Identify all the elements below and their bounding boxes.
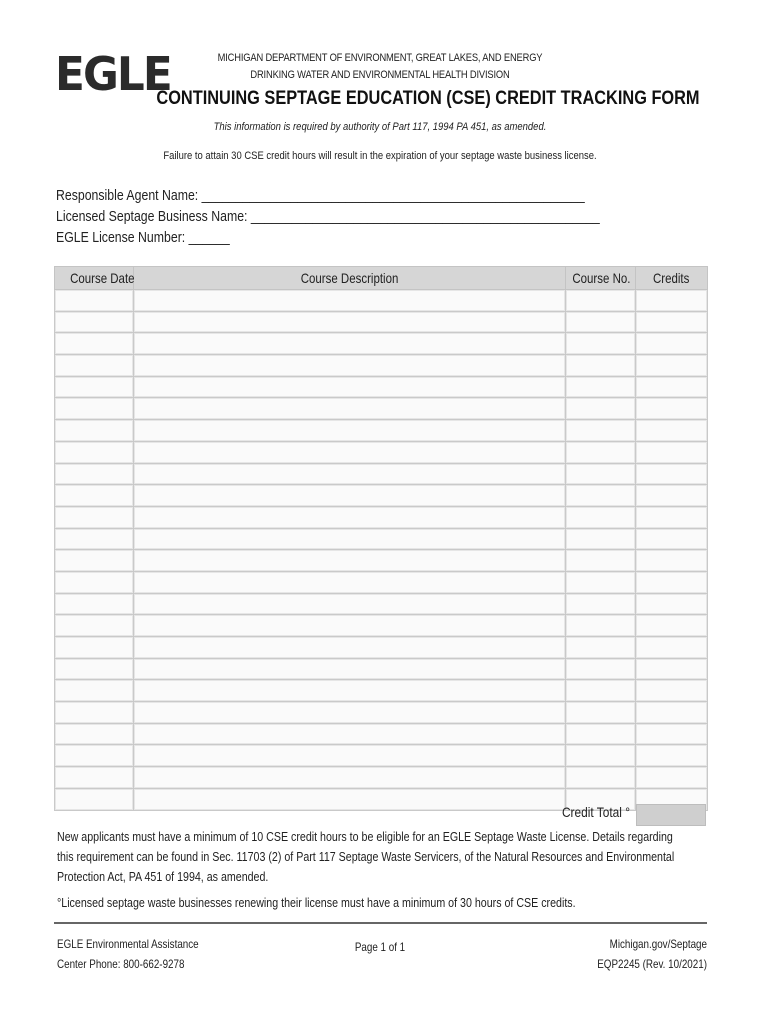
course-number-cell[interactable] xyxy=(566,702,636,724)
course-date-cell[interactable] xyxy=(55,723,134,745)
input-box[interactable] xyxy=(636,702,707,723)
responsible-agent-field[interactable]: Responsible Agent Name: ________________________________________________________ xyxy=(56,187,585,204)
course-number-cell[interactable] xyxy=(566,767,636,789)
credits-cell[interactable] xyxy=(636,702,708,724)
course-description-cell[interactable] xyxy=(134,311,566,333)
input-box[interactable] xyxy=(566,290,635,311)
footer-divider xyxy=(54,922,707,924)
input-box[interactable] xyxy=(55,767,133,788)
credits-cell[interactable] xyxy=(636,528,708,550)
credits-cell[interactable] xyxy=(636,723,708,745)
input-box[interactable] xyxy=(566,485,635,506)
course-description-cell[interactable] xyxy=(134,290,566,312)
footer-right xyxy=(543,934,707,974)
credits-cell[interactable] xyxy=(636,463,708,485)
table-row xyxy=(55,441,708,463)
course-number-cell[interactable] xyxy=(566,745,636,767)
input-box[interactable] xyxy=(636,767,707,788)
course-description-cell[interactable] xyxy=(134,637,566,659)
course-number-cell[interactable] xyxy=(566,723,636,745)
input-box[interactable] xyxy=(55,724,133,745)
input-box[interactable] xyxy=(55,464,133,485)
credits-cell[interactable] xyxy=(636,506,708,528)
course-date-cell[interactable] xyxy=(55,637,134,659)
course-description-cell[interactable] xyxy=(134,441,566,463)
column-header-course-number: Course No. xyxy=(566,267,636,290)
input-box[interactable] xyxy=(134,377,565,398)
course-description-cell[interactable] xyxy=(134,355,566,377)
table-row xyxy=(55,485,708,507)
course-number-cell[interactable] xyxy=(566,376,636,398)
input-box[interactable] xyxy=(134,464,565,485)
course-number-cell[interactable] xyxy=(566,593,636,615)
course-description-cell[interactable] xyxy=(134,376,566,398)
input-box[interactable] xyxy=(134,702,565,723)
input-box[interactable] xyxy=(566,398,635,419)
input-box[interactable] xyxy=(636,464,707,485)
course-number-cell[interactable] xyxy=(566,290,636,312)
input-box[interactable] xyxy=(55,290,133,311)
course-date-cell[interactable] xyxy=(55,333,134,355)
credits-cell[interactable] xyxy=(636,420,708,442)
input-box[interactable] xyxy=(134,615,565,636)
input-box[interactable] xyxy=(134,398,565,419)
input-box[interactable] xyxy=(566,377,635,398)
course-number-cell[interactable] xyxy=(566,333,636,355)
course-date-cell[interactable] xyxy=(55,506,134,528)
course-description-cell[interactable] xyxy=(134,420,566,442)
credits-cell[interactable] xyxy=(636,290,708,312)
input-box[interactable] xyxy=(636,637,707,658)
renewal-note: °Licensed septage waste businesses renewing their license must have a minimum of 30 hours of CSE credits. xyxy=(57,895,576,910)
input-box[interactable] xyxy=(134,659,565,680)
input-box[interactable] xyxy=(134,745,565,766)
course-number-cell[interactable] xyxy=(566,506,636,528)
input-box[interactable] xyxy=(55,420,133,441)
credits-cell[interactable] xyxy=(636,398,708,420)
credit-table xyxy=(54,266,708,811)
credits-cell[interactable] xyxy=(636,376,708,398)
credits-cell[interactable] xyxy=(636,550,708,572)
input-box[interactable] xyxy=(636,724,707,745)
credit-total-label: Credit Total ° xyxy=(561,804,630,820)
input-box[interactable] xyxy=(566,637,635,658)
input-box[interactable] xyxy=(636,529,707,550)
course-date-cell[interactable] xyxy=(55,441,134,463)
input-box[interactable] xyxy=(134,529,565,550)
input-box[interactable] xyxy=(134,572,565,593)
course-number-cell[interactable] xyxy=(566,485,636,507)
input-box[interactable] xyxy=(55,702,133,723)
input-box[interactable] xyxy=(566,572,635,593)
input-box[interactable] xyxy=(55,637,133,658)
credits-cell[interactable] xyxy=(636,637,708,659)
input-box[interactable] xyxy=(636,398,707,419)
course-date-cell[interactable] xyxy=(55,376,134,398)
course-number-cell[interactable] xyxy=(566,550,636,572)
course-date-cell[interactable] xyxy=(55,550,134,572)
table-row xyxy=(55,767,708,789)
course-number-cell[interactable] xyxy=(566,355,636,377)
input-box[interactable] xyxy=(55,789,133,810)
credits-cell[interactable] xyxy=(636,333,708,355)
input-box[interactable] xyxy=(566,594,635,615)
table-row xyxy=(55,550,708,572)
table-row xyxy=(55,355,708,377)
business-name-field[interactable]: Licensed Septage Business Name: ___________________________________________________ xyxy=(56,208,600,225)
input-box[interactable] xyxy=(566,550,635,571)
course-description-cell[interactable] xyxy=(134,702,566,724)
course-date-cell[interactable] xyxy=(55,615,134,637)
table-row xyxy=(55,311,708,333)
input-box[interactable] xyxy=(566,702,635,723)
input-box[interactable] xyxy=(134,355,565,376)
input-box[interactable] xyxy=(566,464,635,485)
input-box[interactable] xyxy=(55,572,133,593)
new-applicant-note: New applicants must have a minimum of 10 CSE credit hours to be eligible for an EGLE Septage Waste License. Details regarding this requirement can be found in Sec. 11703 (2) of Part 117 Septage Waste Servicers, of the Natural Resources and Environmental Protection Act, PA 451 of 1994, as amended. xyxy=(57,829,675,884)
input-box[interactable] xyxy=(55,615,133,636)
course-description-cell[interactable] xyxy=(134,333,566,355)
course-number-cell[interactable] xyxy=(566,615,636,637)
input-box[interactable] xyxy=(134,485,565,506)
course-number-cell[interactable] xyxy=(566,463,636,485)
table-row xyxy=(55,702,708,724)
input-box[interactable] xyxy=(55,659,133,680)
table-row xyxy=(55,420,708,442)
input-box[interactable] xyxy=(134,680,565,701)
course-date-cell[interactable] xyxy=(55,398,134,420)
course-date-cell[interactable] xyxy=(55,420,134,442)
course-date-cell[interactable] xyxy=(55,571,134,593)
input-box[interactable] xyxy=(566,615,635,636)
credits-cell[interactable] xyxy=(636,485,708,507)
input-box[interactable] xyxy=(566,507,635,528)
input-box[interactable] xyxy=(636,507,707,528)
input-box[interactable] xyxy=(55,507,133,528)
input-box[interactable] xyxy=(55,680,133,701)
course-number-cell[interactable] xyxy=(566,441,636,463)
course-description-cell[interactable] xyxy=(134,788,566,810)
table-header-row xyxy=(55,267,708,290)
table-row xyxy=(55,333,708,355)
course-date-cell[interactable] xyxy=(55,680,134,702)
input-box[interactable] xyxy=(636,333,707,354)
table-row xyxy=(55,723,708,745)
input-box[interactable] xyxy=(55,485,133,506)
table-row xyxy=(55,593,708,615)
credits-cell[interactable] xyxy=(636,745,708,767)
input-box[interactable] xyxy=(636,659,707,680)
input-box[interactable] xyxy=(636,355,707,376)
assistance-contact xyxy=(57,934,199,974)
course-description-cell[interactable] xyxy=(134,485,566,507)
course-number-cell[interactable] xyxy=(566,528,636,550)
table-row xyxy=(55,571,708,593)
input-box[interactable] xyxy=(55,529,133,550)
course-date-cell[interactable] xyxy=(55,767,134,789)
input-box[interactable] xyxy=(636,290,707,311)
table-row xyxy=(55,376,708,398)
input-box[interactable] xyxy=(636,485,707,506)
course-description-cell[interactable] xyxy=(134,571,566,593)
input-box[interactable] xyxy=(55,355,133,376)
input-box[interactable] xyxy=(636,550,707,571)
credits-cell[interactable] xyxy=(636,311,708,333)
input-box[interactable] xyxy=(134,594,565,615)
column-header-course-date: Course Date xyxy=(55,267,134,290)
course-description-cell[interactable] xyxy=(134,723,566,745)
table-row xyxy=(55,615,708,637)
input-box[interactable] xyxy=(55,312,133,333)
input-box[interactable] xyxy=(134,767,565,788)
input-box[interactable] xyxy=(636,615,707,636)
input-box[interactable] xyxy=(566,355,635,376)
input-box[interactable] xyxy=(566,680,635,701)
credits-cell[interactable] xyxy=(636,615,708,637)
input-box[interactable] xyxy=(566,745,635,766)
division-name: DRINKING WATER AND ENVIRONMENTAL HEALTH DIVISION xyxy=(250,69,510,81)
credits-cell[interactable] xyxy=(636,571,708,593)
website-link[interactable]: Michigan.gov/Septage xyxy=(609,937,707,951)
input-box[interactable] xyxy=(55,333,133,354)
table-row xyxy=(55,463,708,485)
course-description-cell[interactable] xyxy=(134,615,566,637)
input-box[interactable] xyxy=(636,442,707,463)
input-box[interactable] xyxy=(636,572,707,593)
course-description-cell[interactable] xyxy=(134,680,566,702)
failure-notice: Failure to attain 30 CSE credit hours will result in the expiration of your septage waste business license. xyxy=(163,150,597,162)
egle-logo: EGLE xyxy=(55,47,171,101)
course-number-cell[interactable] xyxy=(566,311,636,333)
input-box[interactable] xyxy=(636,420,707,441)
course-description-cell[interactable] xyxy=(134,767,566,789)
input-box[interactable] xyxy=(566,659,635,680)
input-box[interactable] xyxy=(55,442,133,463)
input-box[interactable] xyxy=(566,767,635,788)
agency-name: MICHIGAN DEPARTMENT OF ENVIRONMENT, GREAT LAKES, AND ENERGY xyxy=(217,52,543,64)
course-description-cell[interactable] xyxy=(134,463,566,485)
credit-total-field[interactable] xyxy=(636,804,706,826)
table-row xyxy=(55,506,708,528)
course-number-cell[interactable] xyxy=(566,658,636,680)
course-description-cell[interactable] xyxy=(134,528,566,550)
input-box[interactable] xyxy=(134,637,565,658)
course-date-cell[interactable] xyxy=(55,463,134,485)
input-box[interactable] xyxy=(566,420,635,441)
credits-cell[interactable] xyxy=(636,441,708,463)
table-row xyxy=(55,637,708,659)
course-date-cell[interactable] xyxy=(55,658,134,680)
course-date-cell[interactable] xyxy=(55,702,134,724)
credits-cell[interactable] xyxy=(636,767,708,789)
input-box[interactable] xyxy=(55,550,133,571)
input-box[interactable] xyxy=(55,377,133,398)
input-box[interactable] xyxy=(566,442,635,463)
course-number-cell[interactable] xyxy=(566,420,636,442)
input-box[interactable] xyxy=(134,789,565,810)
input-box[interactable] xyxy=(134,420,565,441)
column-header-course-description: Course Description xyxy=(134,267,566,290)
input-box[interactable] xyxy=(134,507,565,528)
input-box[interactable] xyxy=(134,290,565,311)
course-date-cell[interactable] xyxy=(55,788,134,810)
table-row xyxy=(55,680,708,702)
course-date-cell[interactable] xyxy=(55,290,134,312)
input-box[interactable] xyxy=(636,745,707,766)
assistance-line-1: EGLE Environmental Assistance xyxy=(57,937,199,951)
course-date-cell[interactable] xyxy=(55,745,134,767)
input-box[interactable] xyxy=(134,724,565,745)
input-box[interactable] xyxy=(636,312,707,333)
input-box[interactable] xyxy=(134,312,565,333)
input-box[interactable] xyxy=(134,442,565,463)
column-header-credits: Credits xyxy=(636,267,708,290)
authority-note: This information is required by authority of Part 117, 1994 PA 451, as amended. xyxy=(213,121,547,133)
table-row xyxy=(55,528,708,550)
input-box[interactable] xyxy=(134,333,565,354)
course-number-cell[interactable] xyxy=(566,637,636,659)
course-description-cell[interactable] xyxy=(134,398,566,420)
assistance-line-2: Center Phone: 800-662-9278 xyxy=(57,957,185,971)
input-box[interactable] xyxy=(566,724,635,745)
table-row xyxy=(55,398,708,420)
credits-cell[interactable] xyxy=(636,680,708,702)
license-number-field[interactable]: EGLE License Number: ______ xyxy=(56,229,230,246)
course-number-cell[interactable] xyxy=(566,680,636,702)
course-number-cell[interactable] xyxy=(566,398,636,420)
course-date-cell[interactable] xyxy=(55,528,134,550)
input-box[interactable] xyxy=(566,333,635,354)
input-box[interactable] xyxy=(55,745,133,766)
table-row xyxy=(55,658,708,680)
table-row xyxy=(55,745,708,767)
page-number: Page 1 of 1 xyxy=(354,940,406,954)
course-description-cell[interactable] xyxy=(134,506,566,528)
course-number-cell[interactable] xyxy=(566,571,636,593)
course-description-cell[interactable] xyxy=(134,550,566,572)
input-box[interactable] xyxy=(566,312,635,333)
input-box[interactable] xyxy=(55,398,133,419)
course-description-cell[interactable] xyxy=(134,745,566,767)
credits-cell[interactable] xyxy=(636,355,708,377)
input-box[interactable] xyxy=(55,594,133,615)
input-box[interactable] xyxy=(134,550,565,571)
course-date-cell[interactable] xyxy=(55,311,134,333)
credits-cell[interactable] xyxy=(636,658,708,680)
input-box[interactable] xyxy=(636,377,707,398)
course-date-cell[interactable] xyxy=(55,593,134,615)
input-box[interactable] xyxy=(636,680,707,701)
course-date-cell[interactable] xyxy=(55,355,134,377)
course-description-cell[interactable] xyxy=(134,593,566,615)
credits-cell[interactable] xyxy=(636,593,708,615)
course-date-cell[interactable] xyxy=(55,485,134,507)
course-description-cell[interactable] xyxy=(134,658,566,680)
table-row xyxy=(55,290,708,312)
form-id: EQP2245 (Rev. 10/2021) xyxy=(597,957,707,971)
form-title: CONTINUING SEPTAGE EDUCATION (CSE) CREDIT TRACKING FORM xyxy=(156,88,700,109)
input-box[interactable] xyxy=(636,594,707,615)
input-box[interactable] xyxy=(566,529,635,550)
